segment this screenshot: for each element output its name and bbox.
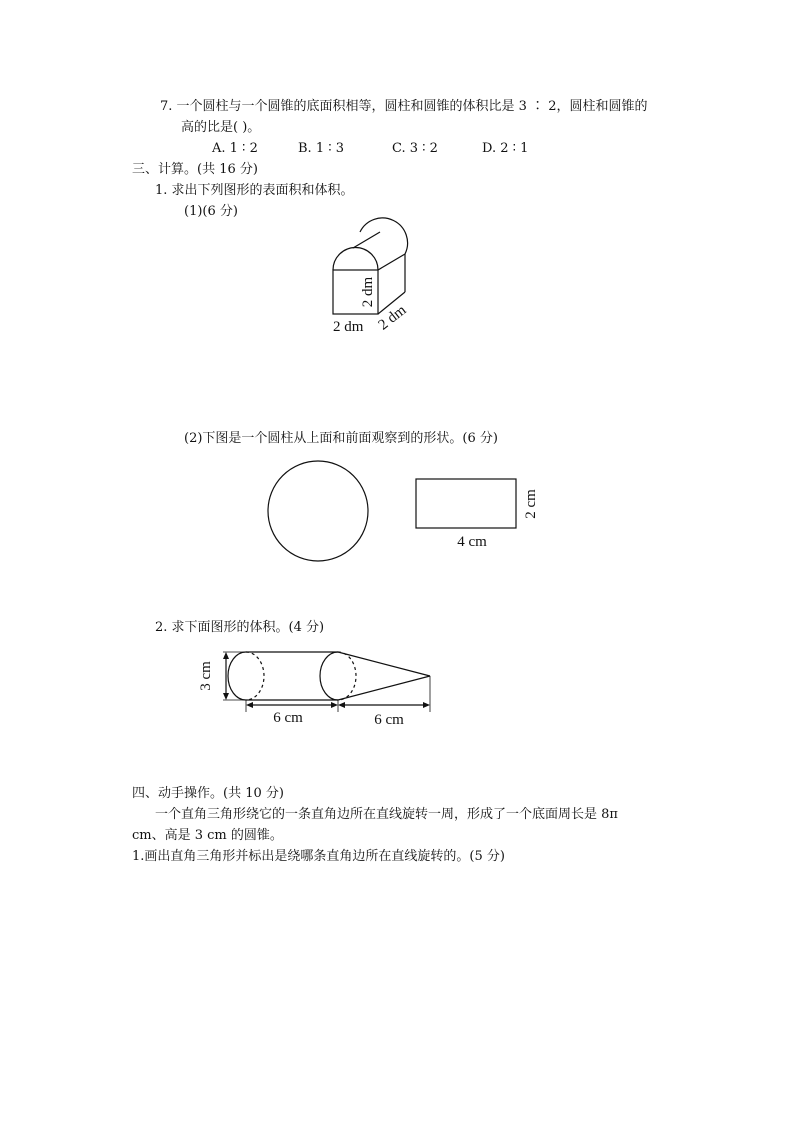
cylinder-right-end-hidden	[338, 652, 356, 700]
section3-q1-part1: (1)(6 分)	[184, 204, 238, 219]
cone-lower-edge	[338, 676, 430, 700]
cylinder-right-end-front	[320, 652, 338, 700]
cone-arrow-right	[423, 702, 430, 708]
fig1-height-label: 2 dm	[360, 276, 376, 308]
fig2-width-label: 4 cm	[457, 534, 487, 550]
diameter-arrow-top	[223, 652, 229, 659]
section3-q2: 2. 求下面图形的体积。(4 分)	[155, 620, 325, 635]
fig1-depth-label: 2 dm	[375, 302, 410, 334]
fig3-diameter-label: 3 cm	[198, 661, 214, 691]
section3-q1: 1. 求出下列图形的表面积和体积。	[155, 183, 354, 198]
section4-q1: 1.画出直角三角形并标出是绕哪条直角边所在直线旋转的。(5 分)	[132, 849, 505, 864]
q7-stem-line2: 高的比是( )。	[181, 120, 261, 135]
cylinder-arrow-right	[331, 702, 338, 708]
q7-stem-line1: 7. 一个圆柱与一个圆锥的底面积相等，圆柱和圆锥的体积比是 3 ∶ 2，圆柱和圆锥的	[160, 99, 648, 114]
cylinder-left-end-hidden	[246, 652, 264, 700]
q7-option-d: D. 2 ∶ 1	[482, 141, 529, 156]
fig1-width-label: 2 dm	[333, 319, 364, 335]
cone-upper-edge	[338, 652, 430, 676]
fig3-cone-length-label: 6 cm	[374, 712, 404, 728]
diameter-arrow-bottom	[223, 693, 229, 700]
q7-option-b: B. 1 ∶ 3	[298, 141, 345, 156]
section4-heading: 四、动手操作。(共 10 分)	[132, 786, 284, 801]
section3-heading: 三、计算。(共 16 分)	[132, 162, 258, 177]
q7-option-a: A. 1 ∶ 2	[212, 141, 258, 156]
section3-q1-part2: (2)下图是一个圆柱从上面和前面观察到的形状。(6 分)	[184, 431, 498, 446]
section4-intro-line1: 一个直角三角形绕它的一条直角边所在直线旋转一周，形成了一个底面周长是 8π	[155, 807, 618, 822]
fig3-cylinder-length-label: 6 cm	[273, 710, 303, 726]
cylinder-left-end-front	[228, 652, 246, 700]
fig2-height-label: 2 cm	[523, 489, 539, 519]
cylinder-arrow-left	[246, 702, 253, 708]
section4-intro-line2: cm、高是 3 cm 的圆锥。	[132, 828, 283, 843]
q7-option-c: C. 3 ∶ 2	[392, 141, 438, 156]
cone-arrow-left	[338, 702, 345, 708]
